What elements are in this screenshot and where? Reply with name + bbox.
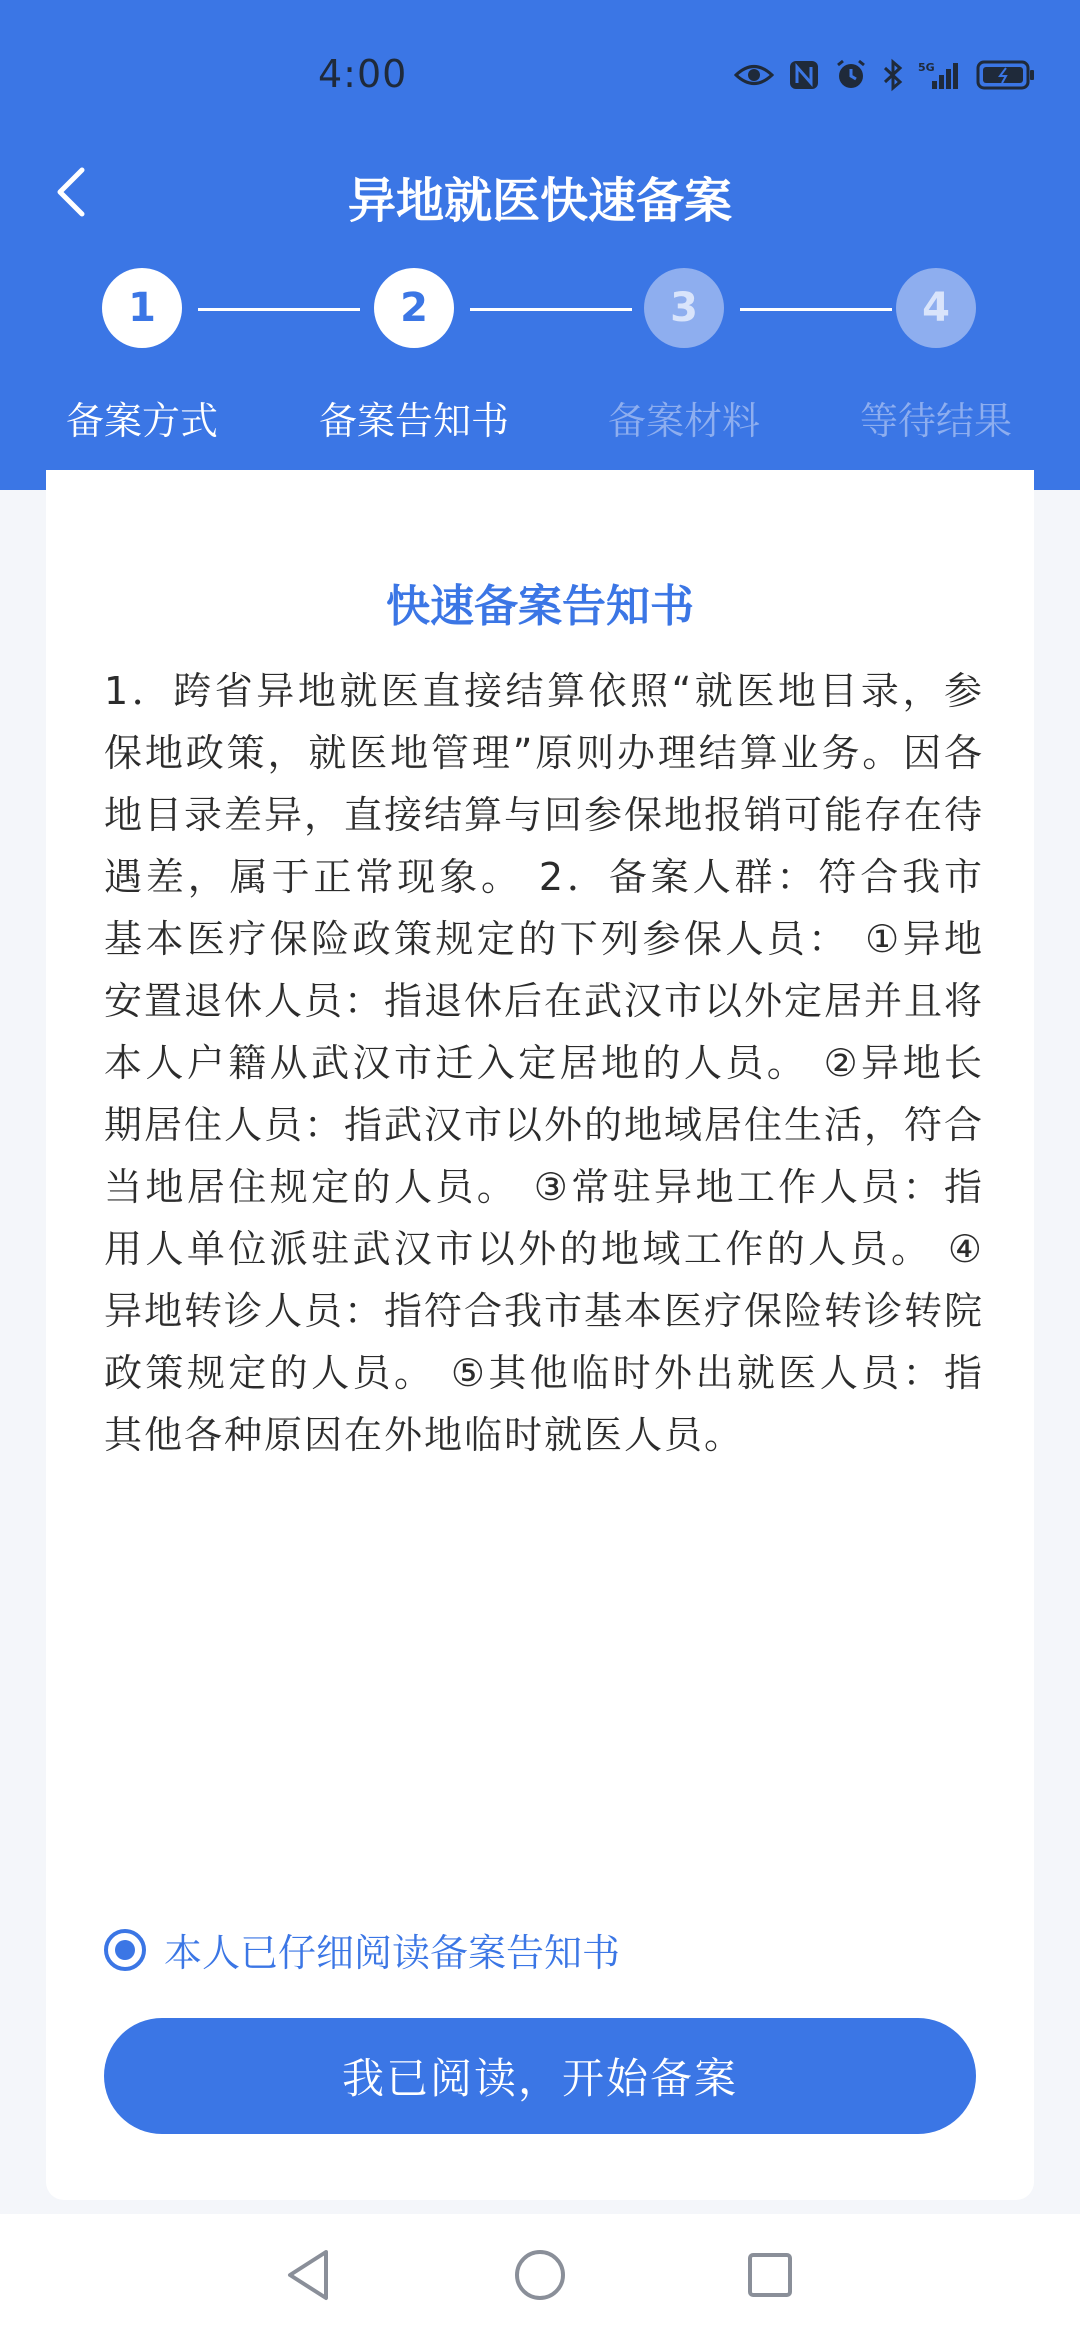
svg-text:5G: 5G xyxy=(918,61,935,74)
status-bar xyxy=(0,0,1080,150)
notice-card xyxy=(46,470,1034,2200)
nav-back-button[interactable] xyxy=(274,2242,344,2312)
signal-icon xyxy=(918,59,962,91)
radio-checked-icon[interactable] xyxy=(104,1929,146,1971)
step-2-circle: 2 xyxy=(374,268,454,348)
step-4-label: 等待结果 xyxy=(859,399,1012,443)
step-connector-1-2 xyxy=(198,308,360,311)
bluetooth-icon xyxy=(882,58,904,92)
alarm-icon xyxy=(834,58,868,92)
status-time: 4:00 xyxy=(318,52,408,96)
step-connector-3-4 xyxy=(740,308,892,311)
step-4-circle: 4 xyxy=(896,268,976,348)
nav-home-button[interactable] xyxy=(505,2242,575,2312)
triangle-back-icon xyxy=(284,2248,334,2306)
step-1-circle: 1 xyxy=(102,268,182,348)
nfc-icon xyxy=(788,59,820,91)
system-nav-bar xyxy=(0,2214,1080,2340)
start-filing-button[interactable]: 我已阅读，开始备案 xyxy=(104,2018,976,2134)
status-icons xyxy=(734,58,1036,92)
square-recents-icon xyxy=(745,2250,795,2304)
nav-recents-button[interactable] xyxy=(735,2242,805,2312)
title-bar xyxy=(0,150,1080,240)
page-title: 异地就医快速备案 xyxy=(347,173,732,229)
radio-dot xyxy=(115,1940,135,1960)
agreement-radio[interactable] xyxy=(104,1922,620,1977)
step-3-circle: 3 xyxy=(644,268,724,348)
notice-title: 快速备案告知书 xyxy=(386,581,694,632)
stepper xyxy=(0,268,1080,468)
step-2-label: 备案告知书 xyxy=(318,399,509,443)
notice-body: 1．跨省异地就医直接结算依照“就医地目录，参保地政策，就医地管理”原则办理结算业务。因各地目录差异，直接结算与回参保地报销可能存在待遇差，属于正常现象。 2．备案人群：符合我市基本医疗保险政策规定的下列参保人员： ①异地安置退休人员：指退休后在武汉市以外定居并且将本人户籍从武汉市迁入定居地的人员。 ②异地长期居住人员：指武汉市以外的地域居住生活，符合当地居住规定的人员。 ③常驻异地工作人员：指用人单位派驻武汉市以外的地域工作的人员。 ④异地转诊人员：指符合我市基本医疗保险转诊转院政策规定的人员。 ⑤其他临时外出就医人员：指其他各种原因在外地临时就医人员。 xyxy=(104,669,985,1457)
step-connector-2-3 xyxy=(470,308,632,311)
step-3-label: 备案材料 xyxy=(607,399,760,443)
eye-icon xyxy=(734,60,774,90)
header xyxy=(0,0,1080,490)
step-1-label: 备案方式 xyxy=(65,399,218,443)
circle-home-icon xyxy=(513,2248,567,2306)
battery-icon xyxy=(976,59,1036,91)
agreement-label[interactable]: 本人已仔细阅读备案告知书 xyxy=(164,1931,621,1975)
